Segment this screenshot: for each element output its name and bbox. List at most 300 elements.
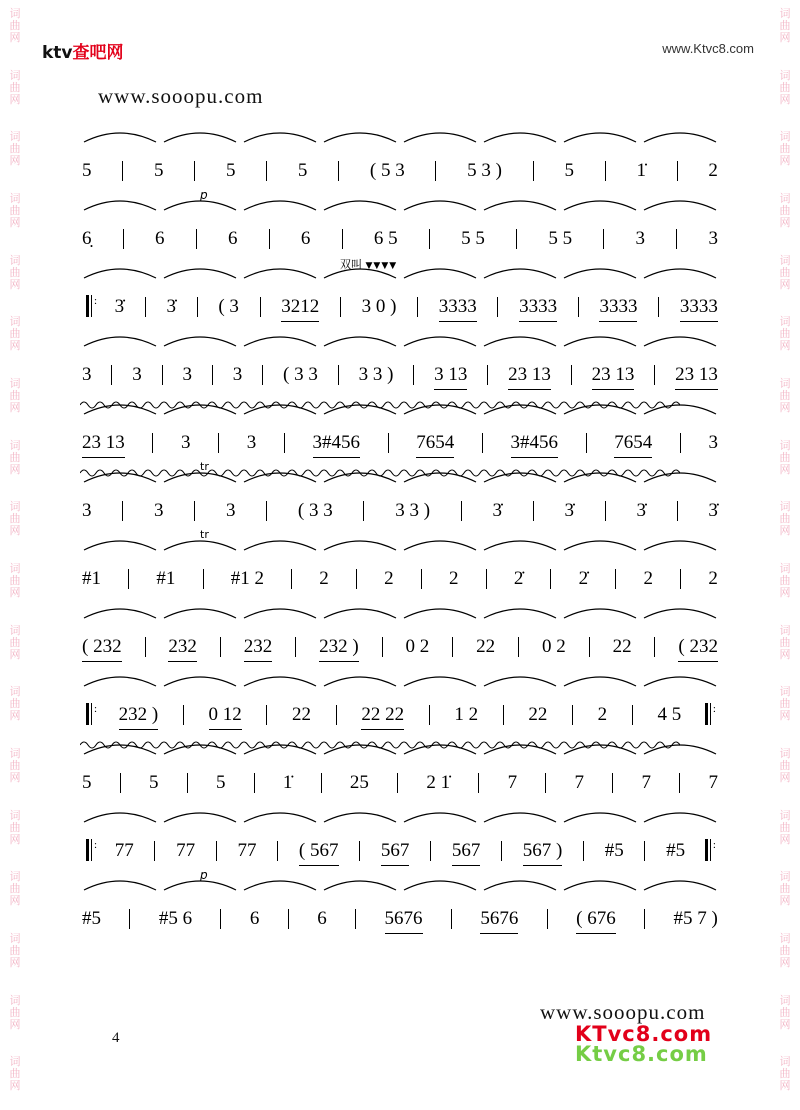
measure xyxy=(296,500,335,522)
barline xyxy=(413,365,414,385)
watermark-cell: 词 曲 网 xyxy=(9,438,21,476)
barline xyxy=(605,161,606,181)
note-text: 6 xyxy=(154,228,165,249)
barline xyxy=(644,841,645,861)
barline xyxy=(654,365,655,385)
note-text: 3 xyxy=(132,364,142,385)
note-text: 232 xyxy=(168,636,197,657)
measure xyxy=(152,500,166,522)
barline xyxy=(605,501,606,521)
note-text: ( 232 xyxy=(82,636,122,657)
barline xyxy=(435,161,436,181)
slur-marks xyxy=(80,664,720,698)
expression-mark xyxy=(200,460,720,482)
barline xyxy=(216,841,217,861)
barline xyxy=(421,569,422,589)
note-text: 25 xyxy=(349,772,369,793)
note-row xyxy=(80,839,720,862)
measure xyxy=(317,568,331,590)
note-text: 3̇ xyxy=(564,500,574,521)
stamp-line-2: Ktvc8.com xyxy=(575,1042,708,1066)
note-text: 3333 xyxy=(679,296,718,317)
barline xyxy=(183,705,184,725)
barline xyxy=(340,297,341,317)
note-text: #1 2 xyxy=(230,568,264,589)
site-url-top: www.sooopu.com xyxy=(98,84,264,108)
measure xyxy=(432,364,469,386)
note-text: 22 xyxy=(292,704,312,725)
note-text: #5 6 xyxy=(158,908,193,929)
barline xyxy=(321,773,322,793)
score-system xyxy=(80,392,720,460)
note-text: 3 xyxy=(182,364,192,385)
site-logo xyxy=(42,38,124,63)
barline xyxy=(452,637,453,657)
watermark-cell: 词 曲 网 xyxy=(9,376,21,414)
barline xyxy=(128,569,129,589)
note-text: 0 2 xyxy=(405,636,430,657)
repeat-sign-start: : xyxy=(86,703,95,725)
measure xyxy=(706,160,720,182)
measure xyxy=(80,160,94,182)
note-text: 5 xyxy=(148,772,159,793)
measure xyxy=(540,636,568,658)
watermark-column-right xyxy=(770,0,800,1110)
score-system xyxy=(80,188,720,256)
barline xyxy=(359,841,360,861)
note-text: 6̣ xyxy=(82,228,92,249)
note-text: 3 xyxy=(232,364,243,385)
note-text: 3 xyxy=(635,228,646,249)
barline xyxy=(516,229,517,249)
measure xyxy=(179,432,193,454)
repeat-sign-end: : xyxy=(705,839,714,861)
barline xyxy=(545,773,546,793)
note-text: 2 xyxy=(384,568,394,589)
measure xyxy=(611,636,634,658)
note-text: 1 2 xyxy=(454,704,479,725)
note-text: ( 676 xyxy=(576,908,616,929)
measure xyxy=(603,840,626,862)
barline xyxy=(487,365,488,385)
note-text: 22 xyxy=(476,636,496,657)
note-text: 5 5 xyxy=(461,228,485,249)
measure xyxy=(357,364,396,386)
note-text: 3 xyxy=(708,432,718,453)
watermark-cell: 词 曲 网 xyxy=(779,931,791,969)
page-number: 4 xyxy=(112,1030,120,1046)
watermark-cell: 词 曲 网 xyxy=(9,685,21,723)
barline xyxy=(355,909,356,929)
measure xyxy=(546,228,574,250)
watermark-cell: 词 曲 网 xyxy=(779,68,791,106)
note-text: 2 1̇ xyxy=(426,772,451,793)
measure xyxy=(315,908,329,930)
barline xyxy=(679,773,680,793)
barline xyxy=(122,501,123,521)
barline xyxy=(644,909,645,929)
note-text: 3 0 ) xyxy=(361,296,397,317)
note-text: ( 3 3 xyxy=(283,364,318,385)
barline xyxy=(533,501,534,521)
measure xyxy=(368,160,407,182)
barline xyxy=(220,637,221,657)
watermark-cell: 词 曲 网 xyxy=(9,315,21,353)
note-text: 3̇ xyxy=(636,500,646,521)
header-url: www.Ktvc8.com xyxy=(662,41,754,56)
note-text: 3212 xyxy=(281,296,320,317)
barline xyxy=(342,229,343,249)
note-row xyxy=(80,568,720,590)
barline xyxy=(295,637,296,657)
measure xyxy=(678,296,720,318)
watermark-cell: 词 曲 网 xyxy=(779,870,791,908)
measure xyxy=(80,568,103,590)
note-text: 5 xyxy=(225,160,236,181)
measure xyxy=(166,636,199,658)
barline xyxy=(197,297,198,317)
measure xyxy=(437,296,479,318)
measure xyxy=(706,772,720,794)
measure xyxy=(596,704,610,726)
measure xyxy=(517,296,559,318)
note-text: 3 3 ) xyxy=(395,500,431,521)
wavy-line xyxy=(80,736,720,750)
mark-label: 双叫 xyxy=(340,258,362,271)
barline xyxy=(677,501,678,521)
note-text: 3 13 xyxy=(434,364,468,385)
measure xyxy=(393,500,432,522)
measure xyxy=(231,364,245,386)
note-text: 232 ) xyxy=(118,704,159,725)
note-text: 5 3 ) xyxy=(467,160,502,181)
measure xyxy=(242,636,275,658)
barline xyxy=(533,161,534,181)
measure xyxy=(634,500,648,522)
measure xyxy=(634,228,648,250)
barline xyxy=(503,705,504,725)
barline xyxy=(482,433,483,453)
note-text: 2 xyxy=(708,568,718,589)
measure xyxy=(296,160,310,182)
note-row xyxy=(80,500,720,522)
measure xyxy=(573,772,587,794)
barline xyxy=(677,161,678,181)
barline xyxy=(260,297,261,317)
measure xyxy=(379,840,412,862)
watermark-stamp xyxy=(575,1022,712,1070)
measure xyxy=(207,704,244,726)
barline xyxy=(680,569,681,589)
note-text: #1 xyxy=(156,568,176,589)
stamp-line-1: KTvc8.com xyxy=(575,1022,713,1046)
note-text: 3 xyxy=(181,432,191,453)
note-text: #1 xyxy=(82,568,101,589)
measure xyxy=(152,160,166,182)
measure xyxy=(706,568,720,590)
note-text: 3 xyxy=(708,228,718,249)
note-text: ( 232 xyxy=(678,636,718,657)
barline xyxy=(336,705,337,725)
mark-label: tr xyxy=(200,528,209,541)
note-text: 23 13 xyxy=(508,364,551,385)
barline xyxy=(266,705,267,725)
measure xyxy=(447,568,461,590)
site-url-bottom: www.sooopu.com xyxy=(540,1000,706,1024)
measure xyxy=(590,364,637,386)
barline xyxy=(572,705,573,725)
watermark-column-left xyxy=(0,0,30,1110)
measure xyxy=(459,228,487,250)
watermark-cell: 词 曲 网 xyxy=(779,191,791,229)
measure xyxy=(707,228,721,250)
measure xyxy=(80,432,127,454)
expression-mark xyxy=(340,256,720,278)
logo-text-red: 查吧网 xyxy=(72,43,124,63)
note-row xyxy=(80,636,720,658)
measure xyxy=(414,432,456,454)
barline xyxy=(382,637,383,657)
watermark-cell: 词 曲 网 xyxy=(9,130,21,168)
watermark-cell: 词 曲 网 xyxy=(779,623,791,661)
measure xyxy=(80,636,124,658)
barline xyxy=(589,637,590,657)
watermark-cell: 词 曲 网 xyxy=(779,1055,791,1093)
measure xyxy=(382,568,396,590)
score-system xyxy=(80,528,720,596)
measure xyxy=(506,772,520,794)
measure xyxy=(452,704,480,726)
watermark-cell: 词 曲 网 xyxy=(779,315,791,353)
note-text: 3 xyxy=(246,432,257,453)
watermark-cell: 词 曲 网 xyxy=(779,685,791,723)
barline xyxy=(122,161,123,181)
note-text: 5 xyxy=(82,160,92,181)
measure xyxy=(113,296,127,318)
barline xyxy=(288,909,289,929)
measure xyxy=(574,908,618,930)
note-text: 3̇ xyxy=(492,500,502,521)
mark-label: tr xyxy=(200,460,209,473)
measure xyxy=(478,908,520,930)
measure xyxy=(80,228,94,250)
barline xyxy=(203,569,204,589)
measure xyxy=(491,500,505,522)
note-text: 4 5 xyxy=(657,704,682,725)
barline xyxy=(154,841,155,861)
note-text: 567 ) xyxy=(522,840,563,861)
note-row xyxy=(80,295,720,318)
note-text: 232 ) xyxy=(319,636,359,657)
note-text: 3 xyxy=(82,364,92,385)
score-system xyxy=(80,256,720,324)
note-text: 3 xyxy=(225,500,236,521)
barline xyxy=(212,365,213,385)
measure xyxy=(707,432,721,454)
note-text: #5 xyxy=(82,908,101,929)
measure xyxy=(577,568,591,590)
watermark-cell: 词 曲 网 xyxy=(779,376,791,414)
page-header xyxy=(0,38,800,64)
measure xyxy=(224,500,238,522)
measure xyxy=(612,432,654,454)
expression-mark xyxy=(200,868,720,890)
wavy-line xyxy=(80,396,720,410)
barline xyxy=(550,569,551,589)
watermark-cell: 词 曲 网 xyxy=(779,808,791,846)
watermark-cell: 词 曲 网 xyxy=(9,808,21,846)
note-text: 3#456 xyxy=(510,432,558,453)
watermark-cell: 词 曲 网 xyxy=(9,993,21,1031)
barline xyxy=(338,161,339,181)
note-row xyxy=(80,908,720,930)
measure xyxy=(153,228,167,250)
note-text: 3 xyxy=(82,500,92,521)
measure xyxy=(117,704,161,726)
measure xyxy=(597,296,639,318)
score-system xyxy=(80,460,720,528)
measure xyxy=(80,500,94,522)
measure xyxy=(672,908,720,930)
barline xyxy=(187,773,188,793)
note-text: 232 xyxy=(243,636,273,657)
barline xyxy=(632,705,633,725)
measure xyxy=(642,568,656,590)
note-text: 5 xyxy=(215,772,226,793)
slur-marks xyxy=(80,800,720,834)
barline xyxy=(338,365,339,385)
barline xyxy=(586,433,587,453)
barline xyxy=(266,501,267,521)
measure xyxy=(348,772,371,794)
measure xyxy=(174,840,197,862)
note-text: 3333 xyxy=(599,296,638,317)
barline xyxy=(194,161,195,181)
measure xyxy=(676,636,720,658)
expression-mark xyxy=(200,528,720,550)
barline xyxy=(262,365,263,385)
measure xyxy=(359,704,406,726)
watermark-cell: 词 曲 网 xyxy=(9,931,21,969)
slur-marks xyxy=(80,732,720,766)
watermark-cell: 词 曲 网 xyxy=(779,500,791,538)
note-text: 3333 xyxy=(519,296,558,317)
watermark-cell: 词 曲 网 xyxy=(779,746,791,784)
measure xyxy=(506,364,553,386)
note-row xyxy=(80,364,720,386)
note-text: 2 xyxy=(448,568,459,589)
barline xyxy=(430,841,431,861)
measure xyxy=(372,228,400,250)
barline xyxy=(284,433,285,453)
note-text: 5676 xyxy=(480,908,519,929)
note-text: ( 3 xyxy=(218,296,239,317)
measure xyxy=(80,908,103,930)
note-row xyxy=(80,228,720,250)
measure xyxy=(154,568,177,590)
measure xyxy=(526,704,549,726)
score-system xyxy=(80,664,720,732)
note-text: 5676 xyxy=(384,908,423,929)
measure xyxy=(80,772,94,794)
watermark-cell: 词 曲 网 xyxy=(779,6,791,44)
measure xyxy=(236,840,259,862)
barline xyxy=(478,773,479,793)
watermark-cell: 词 曲 网 xyxy=(9,191,21,229)
note-text: 7 xyxy=(507,772,518,793)
barline xyxy=(571,365,572,385)
barline xyxy=(583,841,584,861)
note-row xyxy=(80,703,720,726)
watermark-cell: 词 曲 网 xyxy=(779,130,791,168)
watermark-cell: 词 曲 网 xyxy=(9,561,21,599)
dynamic-mark: p xyxy=(200,868,208,882)
note-text: 5 xyxy=(564,160,574,181)
barline xyxy=(152,433,153,453)
note-text: ( 3 3 xyxy=(297,500,333,521)
measure xyxy=(226,228,240,250)
music-score xyxy=(80,120,720,1000)
barline xyxy=(501,841,502,861)
note-text: 5 5 xyxy=(548,228,573,249)
slur-marks xyxy=(80,596,720,630)
note-text: 77 xyxy=(114,840,134,861)
barline xyxy=(254,773,255,793)
barline xyxy=(615,569,616,589)
note-text: ( 5 3 xyxy=(369,160,405,181)
watermark-cell: 词 曲 网 xyxy=(9,6,21,44)
measure xyxy=(512,568,526,590)
measure xyxy=(521,840,565,862)
measure xyxy=(248,908,262,930)
watermark-cell: 词 曲 网 xyxy=(9,870,21,908)
note-text: 0 12 xyxy=(208,704,242,725)
note-text: 2 xyxy=(643,568,653,589)
barline xyxy=(578,297,579,317)
note-text: 6 5 xyxy=(373,228,398,249)
note-text: 6 xyxy=(300,228,311,249)
note-text: 7654 xyxy=(614,432,653,453)
barline xyxy=(194,501,195,521)
barline xyxy=(658,297,659,317)
barline xyxy=(266,161,267,181)
measure xyxy=(281,772,295,794)
barline xyxy=(451,909,452,929)
barline xyxy=(680,433,681,453)
measure xyxy=(224,160,238,182)
note-text: 77 xyxy=(237,840,257,861)
measure xyxy=(165,296,179,318)
measure xyxy=(113,840,136,862)
measure xyxy=(404,636,432,658)
note-text: 77 xyxy=(176,840,196,861)
measure xyxy=(706,500,720,522)
measure xyxy=(640,772,654,794)
slur-marks xyxy=(80,392,720,426)
measure xyxy=(383,908,425,930)
note-text: ( 567 xyxy=(298,840,339,861)
measure xyxy=(290,704,313,726)
measure xyxy=(214,772,228,794)
barline xyxy=(518,637,519,657)
note-text: 1̇ xyxy=(282,772,293,793)
measure xyxy=(655,704,683,726)
note-text: 2̇ xyxy=(513,568,524,589)
barline xyxy=(356,569,357,589)
barline xyxy=(612,773,613,793)
measure xyxy=(450,840,483,862)
measure xyxy=(181,364,195,386)
